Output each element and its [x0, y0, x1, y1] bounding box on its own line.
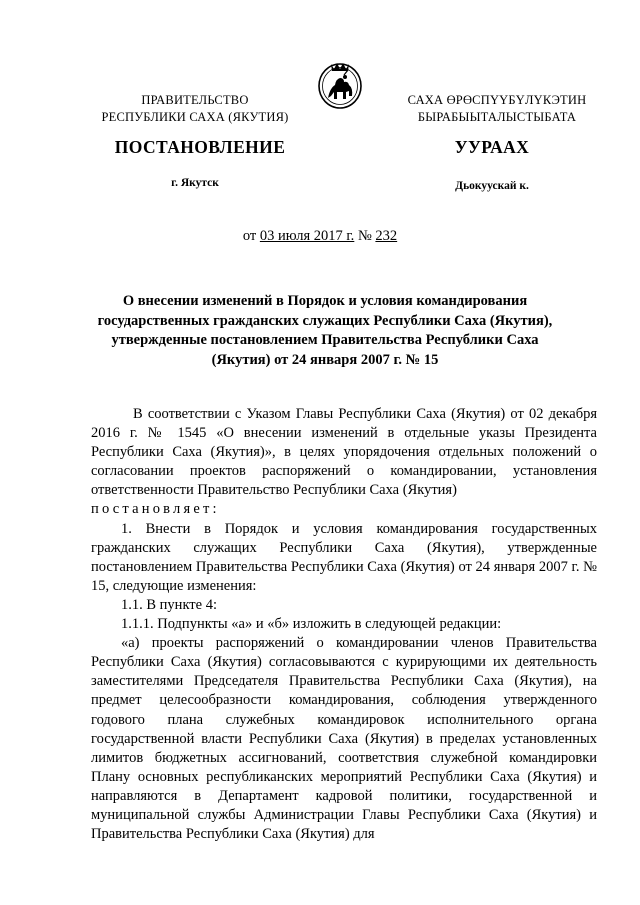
city-ru: г. Якутск: [171, 177, 219, 189]
date-line: [0, 228, 640, 245]
header-left-line2: РЕСПУБЛИКИ САХА (ЯКУТИЯ): [101, 110, 289, 124]
body-paragraph-item-1-1: 1.1. В пункте 4:: [121, 596, 217, 613]
header-left: [80, 92, 310, 126]
header-right-line1: САХА ӨРӨСПҮҮБҮЛҮКЭТИН: [407, 93, 587, 107]
number-sign: №: [357, 228, 372, 244]
header-right-line2: БЫРАБЫЫТАЛЫСТЫБАТА: [417, 110, 577, 124]
body-paragraph-item-1-1-1: 1.1.1. Подпункты «а» и «б» изложить в следующей редакции:: [121, 616, 502, 633]
date-prefix: от: [242, 228, 257, 244]
header-left-line1: ПРАВИТЕЛЬСТВО: [141, 93, 249, 107]
doc-type-sah: УУРААХ: [454, 137, 530, 157]
body-paragraph-item-1: 1. Внести в Порядок и условия командирования государственных гражданских служащих Республики Саха (Якутия), утвержденные постановлением Правительства Республики Саха (Якутия) от 24 января 2007 г. № 15, следующие изменения:: [91, 520, 597, 594]
doc-type-ru: ПОСТАНОВЛЕНИЕ: [114, 137, 286, 157]
body-paragraph-preamble: В соответствии с Указом Главы Республики Саха (Якутия) от 02 декабря 2016 г. № 1545 «О внесении изменений в отдельные указы Президента Республики Саха (Якутия)», в целях упорядочения отдельных положений о согласовании проектов распоряжений о командировании, установления ответственности Правительство Республики Саха (Якутия): [91, 406, 597, 499]
header-right: [382, 92, 612, 126]
document-body: [91, 405, 597, 844]
republic-coat-of-arms-icon: [316, 58, 364, 110]
document-number: 232: [375, 228, 398, 244]
body-paragraph-decree: постановляет:: [91, 501, 220, 518]
city-sah: Дьокуускай к.: [455, 180, 529, 192]
body-paragraph-subitem-a: «а) проекты распоряжений о командировании членов Правительства Республики Саха (Якутия) согласовываются с курирующими их деятельность заместителями Председателя Правительства Республики Саха (Якутия), на предмет целесообразности командирования, соблюдения утвержденного годового плана служебных командировок исполнительного органа государственной власти Республики Саха (Якутия) в пределах установленных лимитов бюджетных ассигнований, соответствия служебной командировки Плану основных республиканских мероприятий Республики Саха (Якутия) и направляются в Департамент кадровой политики, государственной и муниципальной службы Администрации Главы Республики Саха (Якутия) и Правительства Республики Саха (Якутия) для: [91, 635, 597, 843]
document-subject: О внесении изменений в Порядок и условия командирования государственных гражданских служащих Республики Саха (Якутия), утвержденные постановлением Правительства Республики Саха (Якутия) от 24 января 2007 г. № 15: [97, 293, 553, 368]
document-date: 03 июля 2017 г.: [259, 228, 355, 244]
